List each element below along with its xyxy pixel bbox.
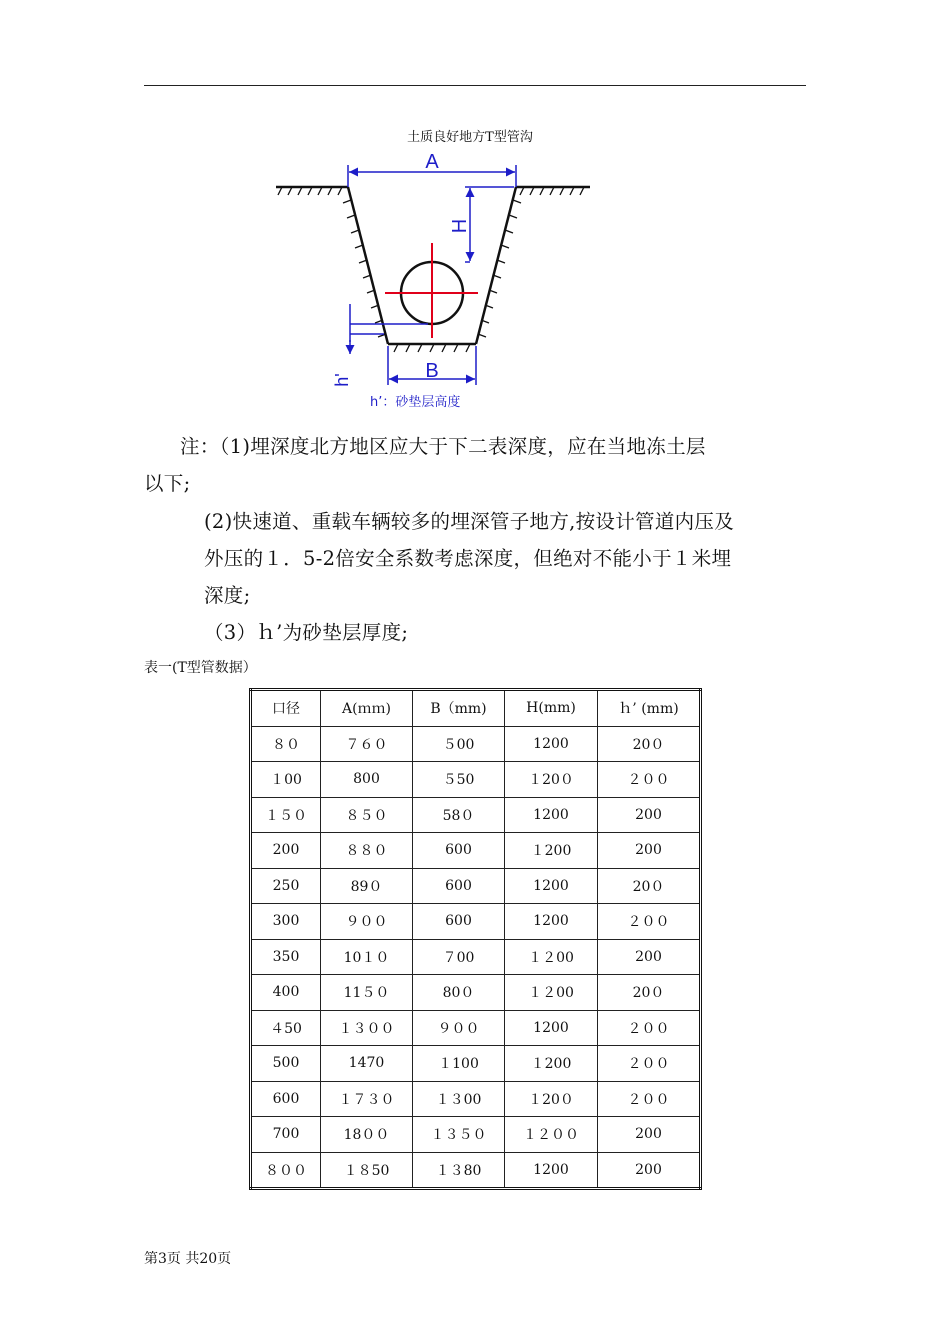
table-cell: 250 — [251, 868, 321, 904]
table-cell: 200 — [598, 833, 701, 869]
table-cell: １00 — [251, 762, 321, 798]
table-cell: 200 — [251, 833, 321, 869]
table-cell: 20０ — [598, 726, 701, 762]
table-cell: 600 — [251, 1081, 321, 1117]
table-cell: ２００ — [598, 904, 701, 940]
table-cell: １200 — [505, 1046, 598, 1082]
note-line-4: 外压的１．5-2倍安全系数考虑深度，但绝对不能小于１米埋 — [204, 547, 732, 570]
header-rule — [144, 85, 806, 86]
table-cell: ２００ — [598, 1010, 701, 1046]
table-row — [251, 1117, 701, 1153]
table-cell: 1200 — [505, 868, 598, 904]
page-footer: 第3页 共20页 — [144, 1251, 232, 1267]
label-b: B — [425, 360, 439, 382]
column-header: ｈ’ (mm) — [598, 690, 701, 727]
table-cell: １100 — [413, 1046, 505, 1082]
column-header: 口径 — [251, 690, 321, 727]
label-hprime: h' — [332, 373, 352, 387]
table-cell: ８５０ — [321, 797, 413, 833]
table-cell: 200 — [598, 1117, 701, 1153]
table-cell: 400 — [251, 975, 321, 1011]
note-line-2: 以下; — [144, 472, 191, 495]
table-cell: 700 — [251, 1117, 321, 1153]
figure-title: 土质良好地方T型管沟 — [407, 130, 533, 145]
table-row — [251, 726, 701, 762]
table-cell: ２００ — [598, 762, 701, 798]
figure-legend: h’：砂垫层高度 — [370, 395, 461, 410]
table-cell: １７３０ — [321, 1081, 413, 1117]
column-header: H(mm) — [505, 690, 598, 727]
table-row — [251, 797, 701, 833]
table-row — [251, 939, 701, 975]
table-caption: 表一(T型管数据） — [144, 660, 257, 676]
table-row — [251, 975, 701, 1011]
table-cell: ８８０ — [321, 833, 413, 869]
table-row — [251, 1010, 701, 1046]
table-cell: 58０ — [413, 797, 505, 833]
table-cell: 89０ — [321, 868, 413, 904]
table-cell: ５50 — [413, 762, 505, 798]
note-line-6: （3）ｈ’为砂垫层厚度; — [204, 621, 409, 644]
table-cell: １２００ — [505, 1117, 598, 1153]
table-header-row — [251, 690, 701, 727]
table-cell: １３80 — [413, 1152, 505, 1189]
table-cell: ８００ — [251, 1152, 321, 1189]
table-cell: １３00 — [413, 1081, 505, 1117]
note-line-3: (2)快速道、重载车辆较多的埋深管子地方,按设计管道内压及 — [204, 510, 735, 533]
table-cell: ９００ — [321, 904, 413, 940]
table-cell: 1200 — [505, 904, 598, 940]
table-cell: ２００ — [598, 1046, 701, 1082]
table-cell: 500 — [251, 1046, 321, 1082]
table-cell: 1200 — [505, 797, 598, 833]
table-row — [251, 868, 701, 904]
table-cell: １８50 — [321, 1152, 413, 1189]
table-cell: 200 — [598, 939, 701, 975]
table-cell: １３００ — [321, 1010, 413, 1046]
table-cell: 1470 — [321, 1046, 413, 1082]
table-cell: 600 — [413, 833, 505, 869]
t-pipe-data-table — [249, 688, 702, 1190]
note-line-1: 注：（1)埋深度北方地区应大于下二表深度，应在当地冻土层 — [180, 435, 706, 458]
table-cell: １20０ — [505, 762, 598, 798]
table-cell: ２００ — [598, 1081, 701, 1117]
table-cell: 20０ — [598, 868, 701, 904]
table-row — [251, 904, 701, 940]
table-cell: ８０ — [251, 726, 321, 762]
table-cell: １５０ — [251, 797, 321, 833]
table-row — [251, 1081, 701, 1117]
table-cell: 1200 — [505, 726, 598, 762]
table-cell: 18００ — [321, 1117, 413, 1153]
note-line-5: 深度; — [204, 584, 251, 607]
table-cell: 1200 — [505, 1152, 598, 1189]
label-h: H — [449, 218, 471, 234]
table-cell: 600 — [413, 868, 505, 904]
table-row — [251, 1046, 701, 1082]
table-cell: 20０ — [598, 975, 701, 1011]
table-cell: ７00 — [413, 939, 505, 975]
table-row — [251, 833, 701, 869]
table-cell: 200 — [598, 1152, 701, 1189]
table-cell: 800 — [321, 762, 413, 798]
table-row — [251, 762, 701, 798]
table-row — [251, 1152, 701, 1189]
column-header: A(ｍｍ) — [321, 690, 413, 727]
table-cell: １３５０ — [413, 1117, 505, 1153]
table-cell: １２00 — [505, 975, 598, 1011]
table-cell: ９００ — [413, 1010, 505, 1046]
trench-diagram — [270, 140, 600, 415]
table-cell: 1200 — [505, 1010, 598, 1046]
table-cell: ５00 — [413, 726, 505, 762]
table-cell: ４50 — [251, 1010, 321, 1046]
dimension-hprime — [350, 304, 428, 354]
table-cell: 80０ — [413, 975, 505, 1011]
table-cell: 350 — [251, 939, 321, 975]
table-cell: 10１０ — [321, 939, 413, 975]
column-header: B（mm) — [413, 690, 505, 727]
table-cell: 300 — [251, 904, 321, 940]
label-a: A — [425, 151, 439, 173]
table-cell: １20０ — [505, 1081, 598, 1117]
table-cell: 11５０ — [321, 975, 413, 1011]
table-cell: ７６０ — [321, 726, 413, 762]
table-cell: １200 — [505, 833, 598, 869]
table-cell: 600 — [413, 904, 505, 940]
table-cell: １２00 — [505, 939, 598, 975]
table-cell: 200 — [598, 797, 701, 833]
